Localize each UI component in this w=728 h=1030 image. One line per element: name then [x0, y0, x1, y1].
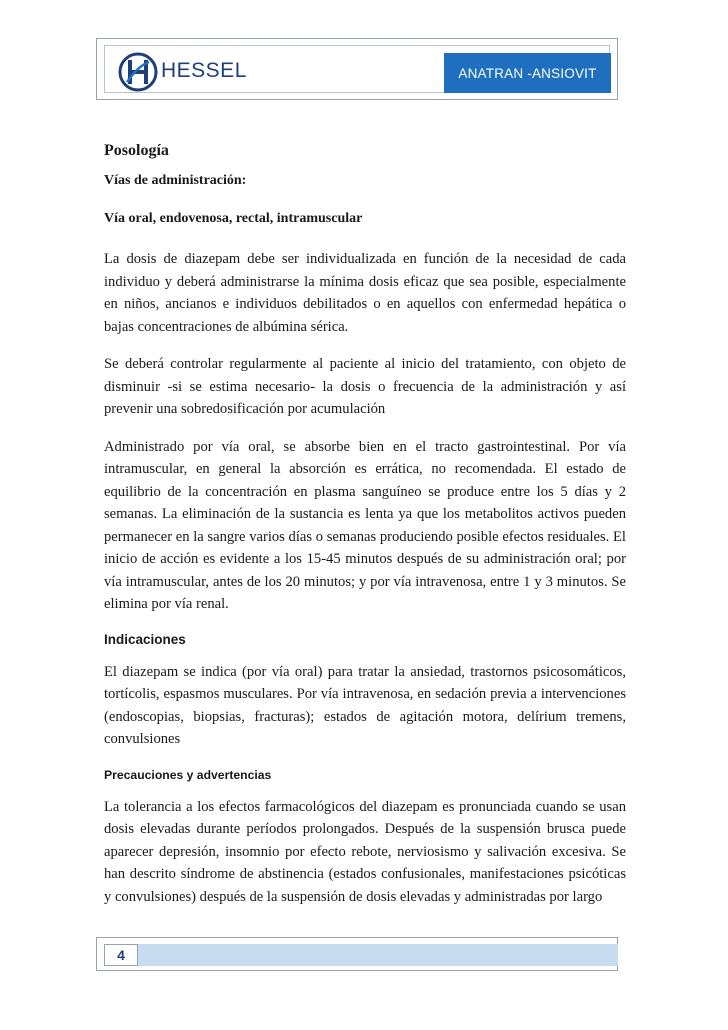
- page-content: [104, 142, 626, 923]
- indicaciones-paragraph: El diazepam se indica (por vía oral) para tratar la ansiedad, trastornos psicosomáticos, tortícolis, espasmos musculares. Por vía intravenosa, en sedación previa a intervenciones (endoscopias, biopsias, fracturas); estados de agitación motora, delírium tremens, convulsiones: [104, 663, 626, 747]
- heading-indicaciones: Indicaciones: [104, 631, 186, 647]
- logo-text: HESSEL: [161, 59, 247, 82]
- hessel-logo-icon: [118, 52, 158, 92]
- document-title: ANATRAN -ANSIOVIT: [444, 53, 611, 93]
- page-number: 4: [104, 944, 138, 966]
- precauciones-paragraph: La tolerancia a los efectos farmacológicos del diazepam es pronunciada cuando se usan dosis elevadas durante períodos prolongados. Después de la suspensión brusca puede aparecer depresión, insomnio por efecto rebote, nerviosismo y salivación excesiva. Se han descrito síndrome de abstinencia (estados confusionales, manifestaciones psicóticas y convulsiones) después de la suspensión de dosis elevadas y administradas por largo: [104, 798, 626, 905]
- heading-precauciones: Precauciones y advertencias: [104, 767, 272, 782]
- heading-posologia: Posología: [104, 142, 169, 159]
- vias-list: Vía oral, endovenosa, rectal, intramuscular: [104, 211, 363, 226]
- posologia-paragraph-3: Administrado por vía oral, se absorbe bien en el tracto gastrointestinal. Por vía intramuscular, en general la absorción es errática, no recomendada. El estado de equilibrio de la concentración en plasma sanguíneo se produce entre los 5 días y 2 semanas. La eliminación de la sustancia es lenta ya que los metabolitos activos pueden permanecer en la sangre varios días o semanas produciendo posible efectos residuales. El inicio de acción es evidente a los 15-45 minutos después de su administración oral; por vía intramuscular, antes de los 20 minutos; y por vía intravenosa, entre 1 y 3 minutos. Se elimina por vía renal.: [104, 438, 626, 612]
- heading-vias-administracion: Vías de administración:: [104, 173, 247, 188]
- posologia-paragraph-1: La dosis de diazepam debe ser individualizada en función de la necesidad de cada individuo y deberá administrarse la mínima dosis eficaz que sea posible, especialmente en niños, ancianos e individuos debilitados o en aquellos con enfermedad hepática o bajas concentraciones de albúmina sérica.: [104, 251, 626, 335]
- posologia-paragraph-2: Se deberá controlar regularmente al paciente al inicio del tratamiento, con objeto de disminuir -si se estima necesario- la dosis o frecuencia de la administración y así prevenir una sobredosificación por acumulación: [104, 356, 626, 417]
- footer-bar: [104, 944, 618, 966]
